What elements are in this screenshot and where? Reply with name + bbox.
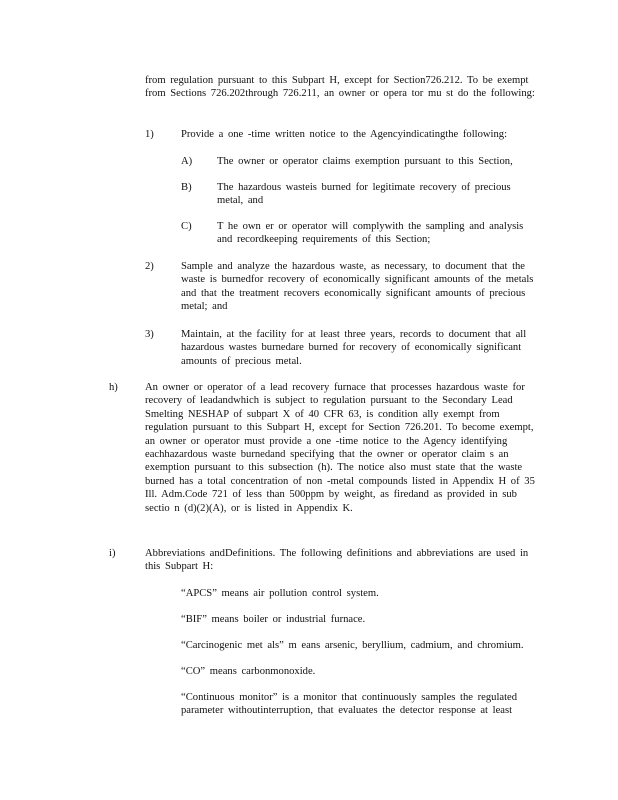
sub-b-paragraph bbox=[217, 181, 537, 208]
section-h-marker: h) bbox=[109, 382, 118, 393]
intro-paragraph bbox=[145, 74, 537, 101]
item-1-marker: 1) bbox=[145, 129, 154, 140]
item-1-text: Provide a one -time written notice to the Agencyindicatingthe following: bbox=[181, 129, 508, 140]
definition-carcinogenic-metals: “Carcinogenic met als” m eans arsenic, beryllium, cadmium, and chromium. bbox=[181, 640, 524, 651]
section-h-paragraph bbox=[145, 381, 537, 515]
item-3-paragraph bbox=[181, 328, 537, 368]
definition-item bbox=[181, 613, 537, 626]
sub-a-marker: A) bbox=[181, 156, 193, 167]
definition-item bbox=[181, 665, 537, 678]
section-h-text: An owner or operator of a lead recovery furnace that processes hazardous waste for recovery of leadandwhich is subject to regulation pursuant to the Secondary Lead Smelting NESHAP of subpart X of 40 CFR 63, is condition ally exempt from regulation pursuant to this Subpart H, except for Section 726.201. To become exempt, an owner or operator must provide a one -time notice to the Agency identifying eachhazardous waste burnedand specifying that the owner or operator claim s an exemption pursuant to this subsection (h). The notice also must state that the waste burned has a total concentration of non -metal compounds listed in Appendix H of 35 Ill. Adm.Code 721 of less than 500ppm by weight, as firedand as provided in sub sectio n (d)(2)(A), or is listed in Appendix K. bbox=[145, 382, 535, 514]
section-i-marker: i) bbox=[109, 548, 116, 559]
definition-continuous-monitor: “Continuous monitor” is a monitor that continuously samples the regulated parameter withoutinterruption, that evaluates the detector response at least bbox=[181, 692, 518, 717]
sub-a-text: The owner or operator claims exemption pursuant to this Section, bbox=[217, 156, 513, 167]
section-i-paragraph bbox=[145, 547, 537, 574]
item-2-marker: 2) bbox=[145, 261, 154, 272]
item-2-paragraph bbox=[181, 260, 537, 314]
definition-bif: “BIF” means boiler or industrial furnace. bbox=[181, 614, 366, 625]
sub-b-text: The hazardous wasteis burned for legitimate recovery of precious metal, and bbox=[217, 182, 511, 207]
section-i-text: Abbreviations andDefinitions. The following definitions and abbreviations are used in this Subpart H: bbox=[145, 548, 529, 573]
sub-a-paragraph bbox=[217, 155, 537, 168]
sub-c-text: T he own er or operator will complywith the sampling and analysis and recordkeeping requirements of this Section; bbox=[217, 221, 524, 246]
definition-item bbox=[181, 587, 537, 600]
sub-b-marker: B) bbox=[181, 182, 192, 193]
item-1-paragraph bbox=[181, 128, 537, 141]
item-3-text: Maintain, at the facility for at least three years, records to document that all hazardous wastes burnedare burned for recovery of economically significant amounts of precious metal. bbox=[181, 329, 527, 367]
item-3-marker: 3) bbox=[145, 329, 154, 340]
definition-co: “CO” means carbonmonoxide. bbox=[181, 666, 316, 677]
definition-item bbox=[181, 691, 537, 718]
intro-text: from regulation pursuant to this Subpart H, except for Section726.212. To be exempt from Sections 726.202through 726.211, an owner or opera tor mu st do the following: bbox=[145, 75, 535, 100]
item-2-text: Sample and analyze the hazardous waste, as necessary, to document that the waste is burnedfor recovery of economically significant amounts of the metals and that the treatment recovers economically significant amounts of precious metal; and bbox=[181, 261, 534, 313]
sub-c-marker: C) bbox=[181, 221, 192, 232]
sub-c-paragraph bbox=[217, 220, 537, 247]
definition-apcs: “APCS” means air pollution control system. bbox=[181, 588, 379, 599]
definition-item bbox=[181, 639, 537, 652]
